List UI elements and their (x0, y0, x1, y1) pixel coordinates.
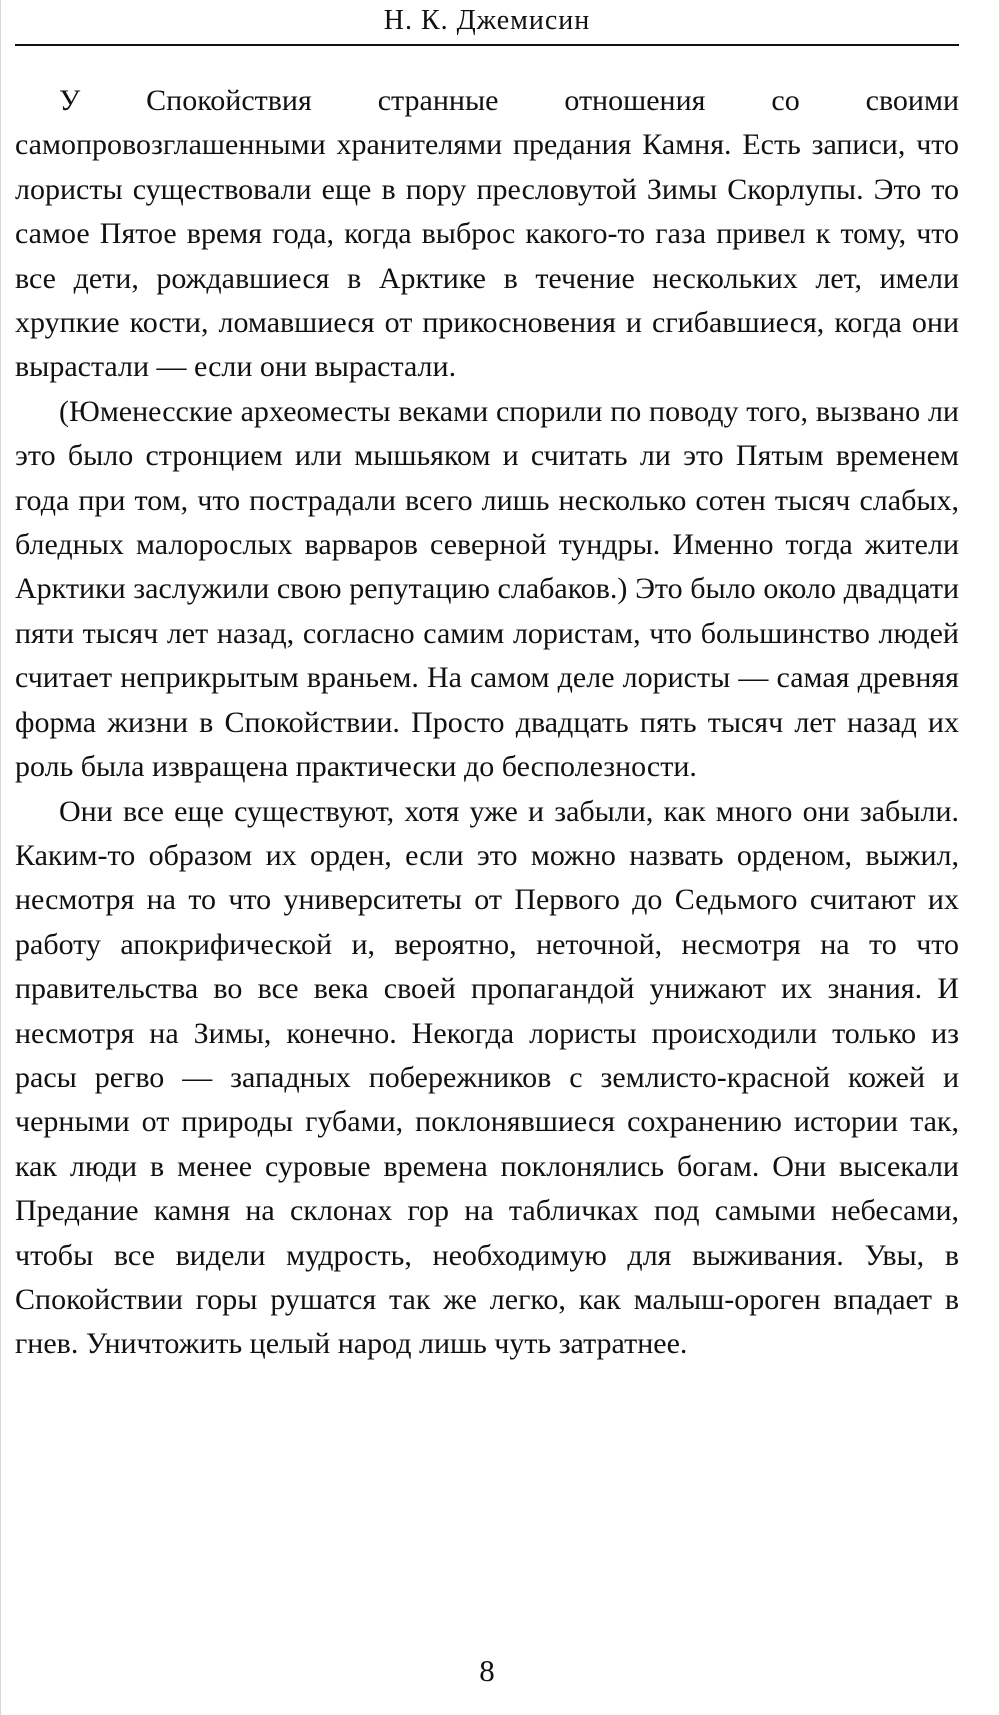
header-rule (15, 44, 959, 46)
paragraph: У Спокойствия странные отношения со своими самопровозглашенными хранителями предания Камня. Есть записи, что лористы существовали еще в пору пресловутой Зимы Скорлупы. Это то самое Пятое время года, когда выброс какого-то газа привел к тому, что все дети, рождавшиеся в Арктике в течение нескольких лет, имели хрупкие кости, ломавшиеся от прикосновения и сгибавшиеся, когда они вырастали — если они вырастали. (15, 84, 959, 384)
running-title: Н. К. Джемисин (383, 5, 591, 36)
paragraph: (Юменесские археоместы веками спорили по поводу того, вызвано ли это было стронцием или мышьяком и считать ли это Пятым временем года при том, что пострадали всего лишь несколько сотен тысяч слабых, бледных малорослых варваров северной тундры. Именно тогда жители Арктики заслужили свою репутацию слабаков.) Это было около двадцати пяти тысяч лет назад, согласно самим лористам, что большинство людей считает неприкрытым враньем. На самом деле лористы — самая древняя форма жизни в Спокойствии. Просто двадцать пять тысяч лет назад их роль была извращена практически до бесполезности. (15, 394, 959, 784)
paragraph: Они все еще существуют, хотя уже и забыли, как много они забыли. Каким-то образом их орден, если это можно назвать орденом, выжил, несмотря на то что университеты от Первого до Седьмого считают их работу апокрифической и, вероятно, неточной, несмотря на то что правительства во все века своей пропагандой унижают их знания. И несмотря на Зимы, конечно. Некогда лористы происходили только из расы регво — западных побережников с землисто-красной кожей и черными от природы губами, поклонявшиеся сохранению истории так, как люди в менее суровые времена поклонялись богам. Они высекали Предание камня на склонах гор на табличках под самыми небесами, чтобы все видели мудрость, необходимую для выживания. Увы, в Спокойствии горы рушатся так же легко, как малыш-ороген впадает в гнев. Уничтожить целый народ лишь чуть затратнее. (15, 794, 959, 1361)
page-body (15, 79, 959, 1367)
page-number: 8 (479, 1653, 495, 1688)
